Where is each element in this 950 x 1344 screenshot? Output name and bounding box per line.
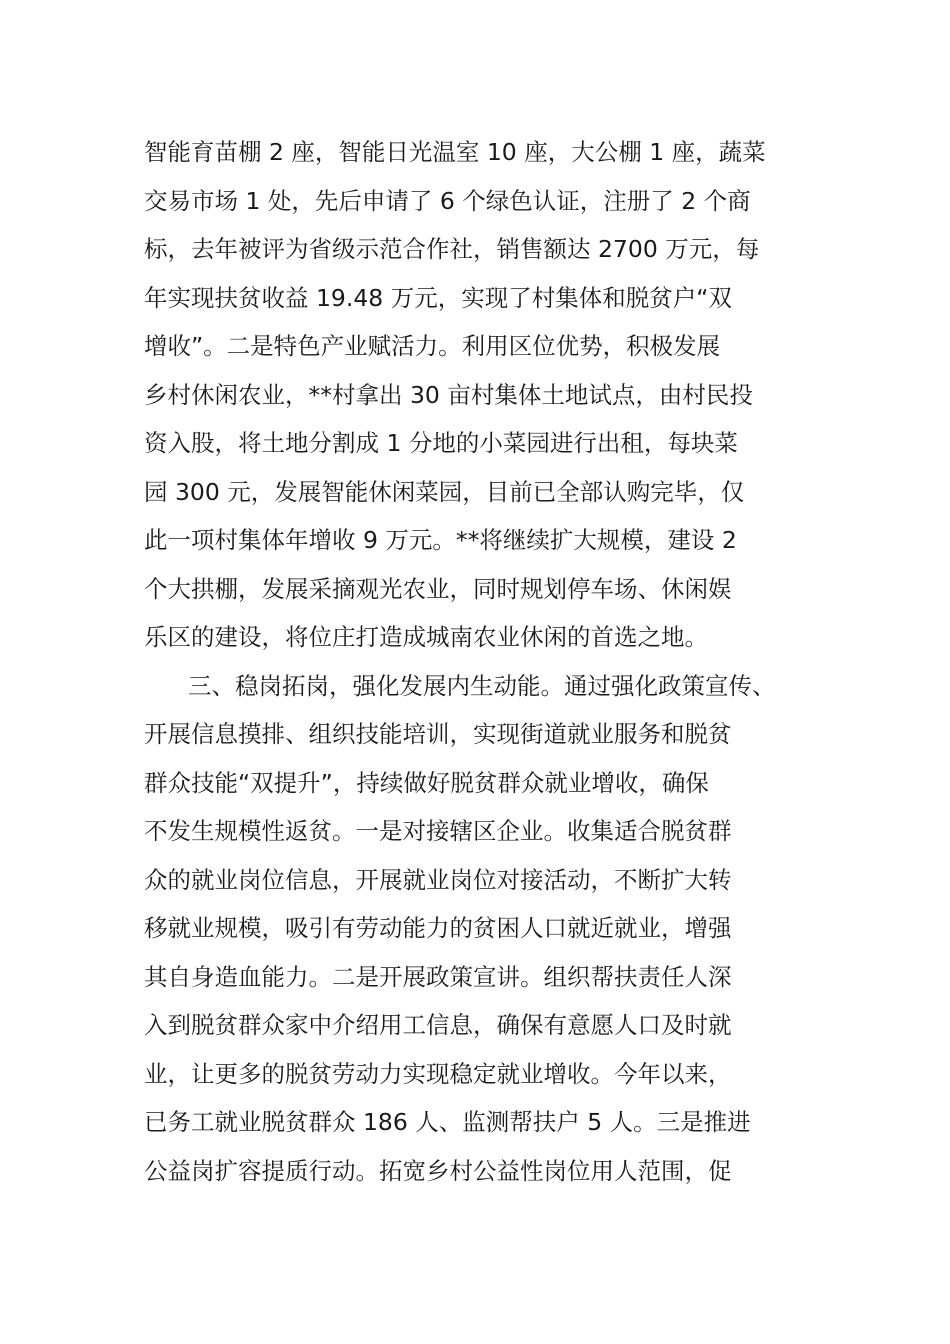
text-line-16: 众的就业岗位信息，开展就业岗位对接活动，不断扩大转 xyxy=(144,865,732,894)
section-heading-line: 三、稳岗拓岗，强化发展内生动能。通过强化政策宣传、 xyxy=(188,671,776,700)
text-line-19: 入到脱贫群众家中介绍用工信息，确保有意愿人口及时就 xyxy=(144,1011,732,1039)
text-line-2: 交易市场 1 处，先后申请了 6 个绿色认证，注册了 2 个商 xyxy=(144,186,751,215)
text-line-17: 移就业规模，吸引有劳动能力的贫困人口就近就业，增强 xyxy=(144,914,732,942)
text-line-6: 乡村休闲农业，**村拿出 30 亩村集体土地试点，由村民投 xyxy=(144,380,753,409)
text-line-10: 个大拱棚，发展采摘观光农业，同时规划停车场、休闲娱 xyxy=(144,574,732,603)
text-line-21: 已务工就业脱贫群众 186 人、监测帮扶户 5 人。三是推进 xyxy=(144,1108,751,1136)
body-text xyxy=(144,128,844,1195)
text-line-9: 此一项村集体年增收 9 万元。**将继续扩大规模，建设 2 xyxy=(144,526,737,554)
text-line-13: 开展信息摸排、组织技能培训，实现街道就业服务和脱贫 xyxy=(144,720,732,748)
text-line-1: 智能育苗棚 2 座，智能日光温室 10 座，大公棚 1 座，蔬菜 xyxy=(144,138,766,166)
text-line-14: 群众技能“双提升”，持续做好脱贫群众就业增收，确保 xyxy=(144,768,709,797)
text-line-18: 其自身造血能力。二是开展政策宣讲。组织帮扶责任人深 xyxy=(144,962,732,991)
text-line-3: 标，去年被评为省级示范合作社，销售额达 2700 万元，每 xyxy=(144,235,760,263)
text-line-8: 园 300 元，发展智能休闲菜园，目前已全部认购完毕，仅 xyxy=(144,477,745,506)
text-line-7: 资入股，将土地分割成 1 分地的小菜园进行出租，每块菜 xyxy=(144,429,738,457)
text-line-11: 乐区的建设，将位庄打造成城南农业休闲的首选之地。 xyxy=(144,623,708,651)
text-line-22: 公益岗扩容提质行动。拓宽乡村公益性岗位用人范围，促 xyxy=(144,1156,732,1185)
text-line-15: 不发生规模性返贫。一是对接辖区企业。收集适合脱贫群 xyxy=(144,817,732,845)
text-line-4: 年实现扶贫收益 19.48 万元，实现了村集体和脱贫户“双 xyxy=(144,283,732,312)
text-line-5: 增收”。二是特色产业赋活力。利用区位优势，积极发展 xyxy=(144,332,721,360)
text-line-20: 业，让更多的脱贫劳动力实现稳定就业增收。今年以来， xyxy=(144,1059,732,1088)
